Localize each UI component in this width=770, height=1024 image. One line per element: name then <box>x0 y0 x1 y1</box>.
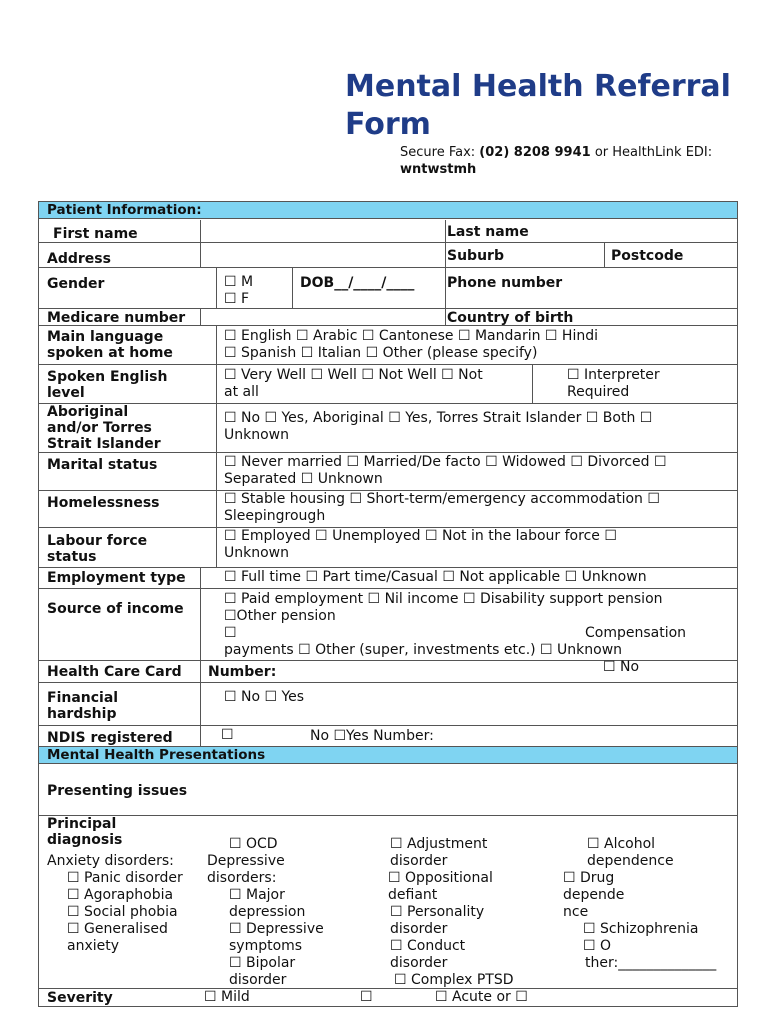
diag-col-anxiety <box>47 853 183 955</box>
row-address <box>39 243 737 268</box>
postcode-label: Postcode <box>611 248 684 264</box>
last-name-label: Last name <box>447 224 529 240</box>
country-label: Country of birth <box>447 310 574 326</box>
english-options-2: at all <box>224 384 259 400</box>
labour-options-2[interactable]: Unknown <box>224 545 289 561</box>
mental-health-header: Mental Health Presentations <box>39 747 737 764</box>
diag-col-substance <box>563 836 737 972</box>
income-options-2[interactable]: ☐Other pension <box>224 608 336 624</box>
emptype-options[interactable]: ☐ Full time ☐ Part time/Casual ☐ Not applicable ☐ Unknown <box>224 569 647 585</box>
language-label: Main language spoken at home <box>47 329 173 361</box>
row-homeless <box>39 491 737 528</box>
interpreter-checkbox[interactable]: ☐ Interpreter <box>567 367 660 383</box>
title-line-1: Mental Health Referral <box>345 69 731 104</box>
severity-mild-checkbox[interactable]: ☐ Mild <box>204 989 250 1005</box>
interpreter-required-text: Required <box>567 384 630 400</box>
ndis-box[interactable]: ☐ <box>221 727 234 743</box>
title-line-2: Form <box>345 107 431 142</box>
form-title <box>345 68 765 144</box>
referral-form <box>38 201 738 1007</box>
suburb-label: Suburb <box>447 248 504 264</box>
income-label: Source of income <box>47 601 184 617</box>
depressive-symptoms-checkbox[interactable]: ☐ Depressive <box>229 921 324 937</box>
marital-options-1[interactable]: ☐ Never married ☐ Married/De facto ☐ Widowed ☐ Divorced ☐ <box>224 454 667 470</box>
dob-field[interactable]: DOB__/____/____ <box>300 275 415 291</box>
english-label: Spoken English level <box>47 369 168 401</box>
generalised-anxiety-checkbox[interactable]: ☐ Generalised <box>67 921 168 937</box>
drug-text-2: nce <box>563 904 589 920</box>
homeless-options-1[interactable]: ☐ Stable housing ☐ Short-term/emergency accommodation ☐ <box>224 491 660 507</box>
income-options-1[interactable]: ☐ Paid employment ☐ Nil income ☐ Disability support pension <box>224 591 663 607</box>
first-name-label: First name <box>53 226 138 242</box>
atsi-options-2[interactable]: Unknown <box>224 427 289 443</box>
severity-acute-checkbox[interactable]: ☐ Acute or ☐ <box>435 989 528 1005</box>
labour-label: Labour force status <box>47 533 148 565</box>
gender-female-checkbox[interactable]: ☐ F <box>224 291 250 307</box>
row-medicare <box>39 309 737 326</box>
income-compensation-text: Compensation <box>585 625 687 641</box>
adjustment-checkbox[interactable]: ☐ Adjustment <box>390 836 488 852</box>
depressive-symptoms-text: symptoms <box>229 938 303 954</box>
severity-moderate-checkbox[interactable]: ☐ <box>360 989 373 1005</box>
hardship-options[interactable]: ☐ No ☐ Yes <box>224 689 305 705</box>
row-atsi <box>39 404 737 453</box>
marital-options-2[interactable]: Separated ☐ Unknown <box>224 471 383 487</box>
row-labour <box>39 528 737 568</box>
atsi-label: Aboriginal and/or Torres Strait Islander <box>47 404 161 452</box>
fax-mid: or HealthLink EDI: <box>590 145 713 160</box>
fax-number: (02) 8208 9941 <box>479 145 591 160</box>
anxiety-heading: Anxiety disorders: <box>47 853 174 869</box>
income-compensation-checkbox[interactable]: ☐ <box>224 625 237 641</box>
row-hcc <box>39 661 737 683</box>
homeless-options-2[interactable]: Sleepingrough <box>224 508 326 524</box>
conduct-checkbox[interactable]: ☐ Conduct <box>390 938 466 954</box>
language-options-2[interactable]: ☐ Spanish ☐ Italian ☐ Other (please specify) <box>224 345 538 361</box>
presenting-field[interactable] <box>209 765 729 815</box>
row-income <box>39 589 737 661</box>
alcohol-checkbox[interactable]: ☐ Alcohol <box>587 836 656 852</box>
major-depression-text: depression <box>229 904 306 920</box>
drug-text-1: depende <box>563 887 625 903</box>
other-specify-field[interactable]: ther:______________ <box>585 955 717 971</box>
depressive-heading-2: disorders: <box>207 870 277 886</box>
principal-label: Principal diagnosis <box>47 816 123 848</box>
first-name-field[interactable] <box>201 220 445 242</box>
atsi-options-1[interactable]: ☐ No ☐ Yes, Aboriginal ☐ Yes, Torres Strait Islander ☐ Both ☐ <box>224 410 653 426</box>
row-emptype <box>39 568 737 589</box>
presenting-label: Presenting issues <box>47 783 188 799</box>
oppositional-text: defiant <box>388 887 438 903</box>
marital-label: Marital status <box>47 457 158 473</box>
edi-code: wntwstmh <box>400 162 477 177</box>
row-name <box>39 220 737 243</box>
gender-label: Gender <box>47 276 105 292</box>
language-options-1[interactable]: ☐ English ☐ Arabic ☐ Cantonese ☐ Mandarin ☐ Hindi <box>224 328 599 344</box>
row-language <box>39 326 737 365</box>
generalised-anxiety-text: anxiety <box>67 938 120 954</box>
row-presenting <box>39 765 737 816</box>
ocd-checkbox[interactable]: ☐ OCD <box>229 836 278 852</box>
schizophrenia-checkbox[interactable]: ☐ Schizophrenia <box>583 921 699 937</box>
row-severity <box>39 988 737 1007</box>
income-options-4[interactable]: payments ☐ Other (super, investments etc.) ☐ Unknown <box>224 642 623 658</box>
fax-prefix: Secure Fax: <box>400 145 480 160</box>
personality-text: disorder <box>390 921 448 937</box>
row-english <box>39 365 737 404</box>
bipolar-text: disorder <box>229 972 287 988</box>
major-depression-checkbox[interactable]: ☐ Major <box>229 887 285 903</box>
hcc-number-label: Number: <box>208 664 277 680</box>
row-hardship <box>39 683 737 726</box>
labour-options-1[interactable]: ☐ Employed ☐ Unemployed ☐ Not in the labour force ☐ <box>224 528 617 544</box>
hardship-label: Financial hardship <box>47 690 119 722</box>
severity-label: Severity <box>47 990 113 1006</box>
homeless-label: Homelessness <box>47 495 160 511</box>
hcc-no-checkbox[interactable]: ☐ No <box>603 659 640 675</box>
ndis-label: NDIS registered <box>47 730 173 746</box>
panic-disorder-checkbox[interactable]: ☐ Panic disorder <box>67 870 183 886</box>
address-label: Address <box>47 251 111 267</box>
address-field[interactable] <box>201 243 445 267</box>
patient-info-header: Patient Information: <box>39 202 737 219</box>
row-marital <box>39 453 737 491</box>
depressive-heading-1: Depressive <box>207 853 285 869</box>
row-diagnosis <box>39 816 737 988</box>
bipolar-checkbox[interactable]: ☐ Bipolar <box>229 955 296 971</box>
diag-col-other <box>388 836 514 989</box>
agoraphobia-checkbox[interactable]: ☐ Agoraphobia <box>67 887 174 903</box>
oppositional-checkbox[interactable]: ☐ Oppositional <box>388 870 493 886</box>
alcohol-text: dependence <box>587 853 674 869</box>
conduct-text: disorder <box>390 955 448 971</box>
emptype-label: Employment type <box>47 570 186 586</box>
adjustment-text: disorder <box>390 853 448 869</box>
english-options-1[interactable]: ☐ Very Well ☐ Well ☐ Not Well ☐ Not <box>224 367 483 383</box>
other-checkbox[interactable]: ☐ O <box>583 938 612 954</box>
gender-male-checkbox[interactable]: ☐ M <box>224 274 254 290</box>
drug-checkbox[interactable]: ☐ Drug <box>563 870 615 886</box>
diag-col-depressive <box>207 836 324 989</box>
fax-info <box>400 144 760 178</box>
complex-ptsd-checkbox[interactable]: ☐ Complex PTSD <box>394 972 514 988</box>
medicare-label: Medicare number <box>47 310 186 326</box>
row-gender <box>39 268 737 309</box>
hcc-label: Health Care Card <box>47 664 182 680</box>
medicare-field[interactable] <box>201 309 445 325</box>
social-phobia-checkbox[interactable]: ☐ Social phobia <box>67 904 178 920</box>
phone-label: Phone number <box>447 275 563 291</box>
personality-checkbox[interactable]: ☐ Personality <box>390 904 485 920</box>
ndis-options[interactable]: No ☐Yes Number: <box>310 728 434 744</box>
row-ndis <box>39 726 737 747</box>
